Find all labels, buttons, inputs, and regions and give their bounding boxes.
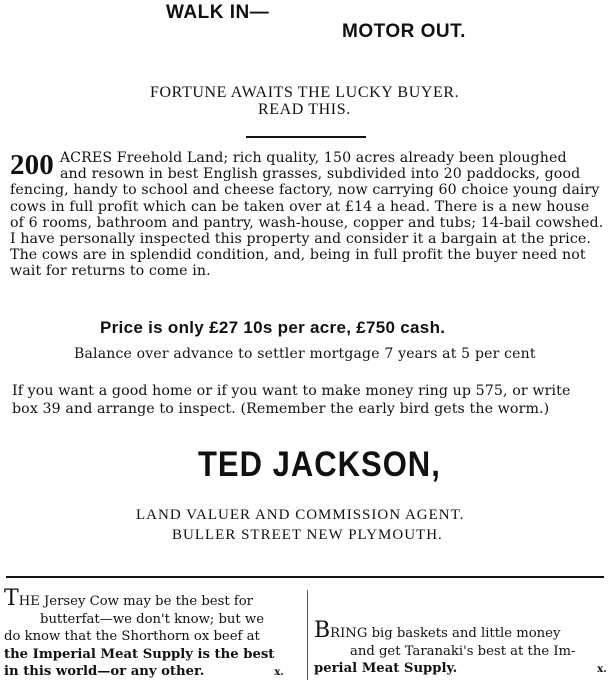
agent-name: TED JACKSON, (198, 444, 441, 485)
contact-line-2: box 39 and arrange to inspect. (Remember the early bird gets the worm.) (12, 401, 550, 417)
jersey-dropcap: T (4, 586, 19, 611)
description-line: ACRES Freehold Land; rich quality, 150 acres already been ploughed (59, 150, 567, 166)
ad-line-text: perial Meat Supply. (314, 661, 458, 676)
headline-rule (246, 136, 366, 138)
balance-note: Balance over advance to settler mortgage 7 years at 5 per cent (74, 346, 536, 362)
ad-line: and get Taranaki's best at the Im- (350, 643, 576, 659)
ad-line (4, 663, 304, 682)
agent-title: LAND VALUER AND COMMISSION AGENT. (136, 507, 465, 523)
motor-out-heading: MOTOR OUT. (342, 21, 466, 42)
contact-line-1: If you want a good home or if you want to make money ring up 575, or write (12, 383, 571, 399)
ad-line: do know that the Shorthorn ox beef at (4, 629, 260, 644)
ad-line-text: RING big baskets and little money (330, 626, 561, 641)
walk-in-heading: WALK IN— (166, 2, 270, 23)
ad-line-text: HE Jersey Cow may be the best for (18, 594, 253, 609)
ad-tag: x. (274, 667, 284, 678)
ad-line: the Imperial Meat Supply is the best (4, 646, 275, 662)
description-line: fencing, handy to school and cheese factory, now carrying 60 choice young dairy (10, 182, 600, 199)
description-line: I have personally inspected this property and consider it a bargain at the price. (10, 231, 591, 248)
description-line: The cows are in splendid condition, and, being in full profit the buyer need not (10, 247, 586, 264)
ad-line-text: in this world—or any other. (4, 664, 205, 679)
bring-baskets-ad (314, 618, 608, 679)
description-line: cows in full profit which can be taken over at £14 a head. There is a new house (10, 198, 590, 215)
description-line: wait for returns to come in. (10, 263, 211, 280)
acreage-number: 200 (10, 149, 54, 181)
ad-line (314, 618, 608, 643)
description-line: and resown in best English grasses, subdivided into 20 paddocks, good (60, 166, 581, 183)
ad-line (314, 660, 608, 679)
property-description (10, 150, 606, 280)
jersey-cow-ad (4, 586, 304, 682)
bring-dropcap: B (314, 618, 331, 643)
fortune-headline: FORTUNE AWAITS THE LUCKY BUYER. (150, 84, 460, 101)
ad-line (4, 586, 304, 611)
price-headline: Price is only £27 10s per acre, £750 cash. (100, 318, 446, 337)
column-separator-rule (6, 576, 604, 578)
read-this-headline: READ THIS. (258, 101, 351, 118)
description-line: of 6 rooms, bathroom and pantry, wash-house, copper and tubs; 14-bail cowshed. (10, 214, 604, 231)
ad-tag: x. (597, 664, 607, 675)
column-divider (307, 590, 308, 680)
agent-address: BULLER STREET NEW PLYMOUTH. (172, 527, 443, 543)
ad-line: butterfat—we don't know; but we (40, 611, 265, 627)
